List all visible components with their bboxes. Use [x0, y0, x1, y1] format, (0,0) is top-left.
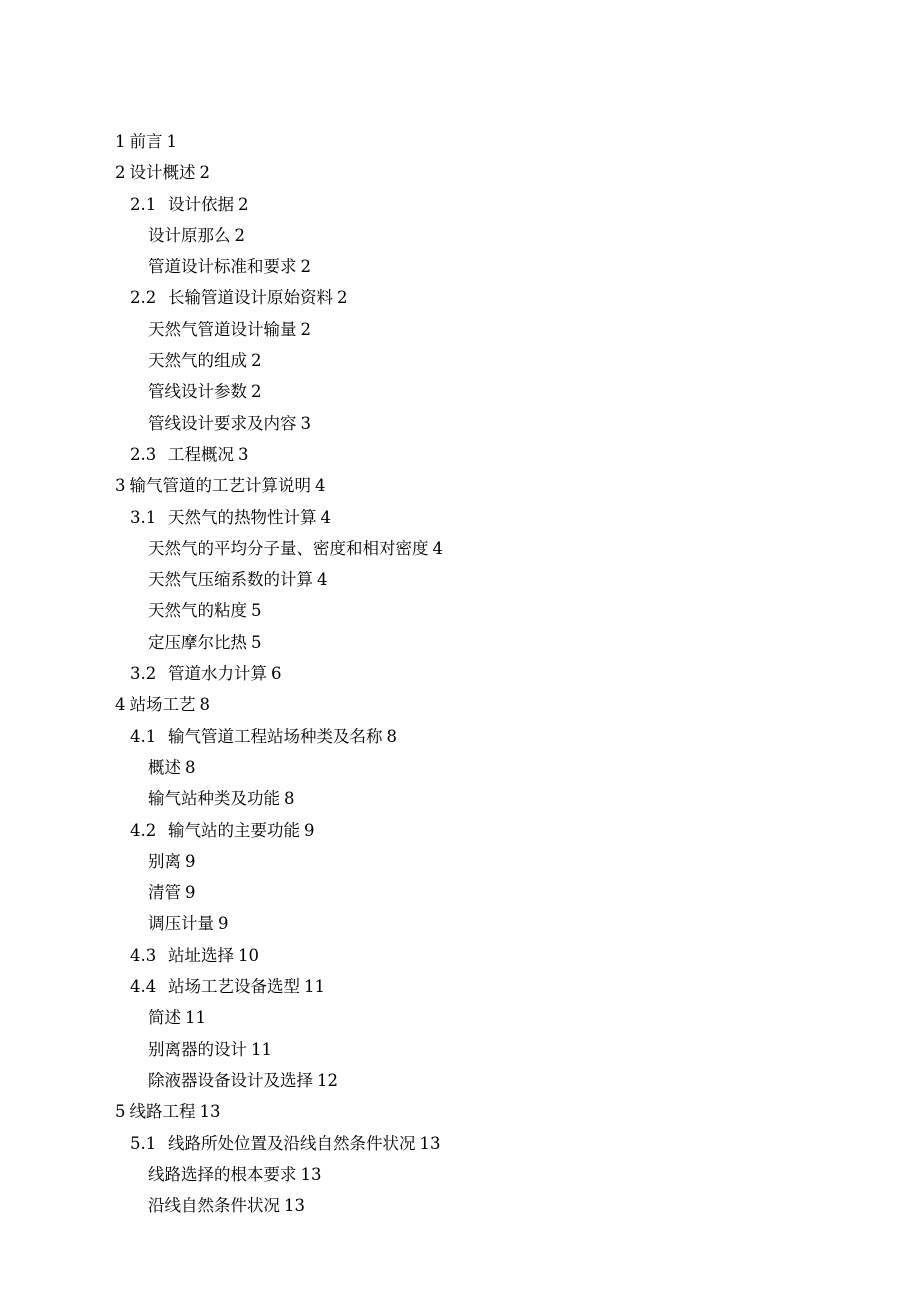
toc-entry-page-number: 3 — [238, 444, 249, 464]
toc-entry-page-number: 11 — [185, 1008, 206, 1028]
toc-entry-title: 输气管道工程站场种类及名称 — [168, 726, 383, 746]
toc-entry-page-number: 5 — [251, 601, 262, 621]
toc-entry-title: 调压计量 — [148, 914, 214, 934]
toc-entry-page-number: 13 — [199, 1102, 221, 1122]
toc-entry-page-number: 10 — [238, 945, 259, 965]
toc-entry-title: 设计概述 — [129, 163, 196, 183]
toc-entry — [115, 693, 443, 724]
toc-entry-number: 2.2 — [130, 288, 157, 308]
toc-entry-page-number: 3 — [300, 413, 311, 433]
toc-entry-title: 长输管道设计原始资料 — [168, 288, 333, 308]
toc-entry-page-number: 1 — [166, 132, 177, 151]
toc-entry-page-number: 9 — [218, 914, 229, 934]
toc-entry-number: 2 — [115, 163, 126, 183]
toc-entry-title: 简述 — [148, 1008, 181, 1028]
toc-entry-title: 管道设计标准和要求 — [148, 257, 297, 277]
toc-entry-page-number: 8 — [185, 757, 196, 777]
toc-entry-page-number: 11 — [251, 1039, 272, 1059]
toc-entry — [115, 819, 443, 850]
toc-entry-page-number: 8 — [199, 695, 210, 715]
toc-entry-title: 输气站的主要功能 — [168, 820, 300, 840]
toc-entry-page-number: 6 — [271, 664, 282, 684]
toc-entry — [115, 318, 443, 349]
toc-entry-title: 工程概况 — [168, 444, 234, 464]
toc-entry-number: 3.2 — [130, 664, 157, 684]
toc-entry-title: 天然气的平均分子量、密度和相对密度 — [148, 538, 429, 558]
toc-entry-page-number: 2 — [234, 225, 245, 245]
toc-entry-title: 天然气的热物性计算 — [168, 507, 317, 527]
toc-entry-page-number: 9 — [185, 851, 196, 871]
toc-entry-page-number: 2 — [251, 351, 262, 371]
toc-entry-title: 管线设计要求及内容 — [148, 413, 297, 433]
toc-entry-title: 别离器的设计 — [148, 1039, 247, 1059]
toc-entry-number: 4.3 — [130, 945, 157, 965]
toc-entry-title: 天然气的组成 — [148, 351, 247, 371]
toc-entry-page-number: 2 — [337, 288, 348, 308]
toc-entry-number: 2.1 — [130, 194, 157, 214]
toc-entry-title: 天然气管道设计输量 — [148, 319, 297, 339]
toc-entry — [115, 537, 443, 568]
toc-entry-title: 输气站种类及功能 — [148, 789, 280, 809]
toc-entry — [115, 443, 443, 474]
toc-entry-title: 站场工艺 — [129, 695, 196, 715]
toc-entry-title: 线路选择的根本要求 — [148, 1164, 297, 1184]
toc-entry — [115, 662, 443, 693]
toc-entry — [115, 286, 443, 317]
toc-entry-page-number: 4 — [317, 570, 328, 590]
toc-entry-page-number: 12 — [317, 1070, 338, 1090]
toc-entry — [115, 380, 443, 411]
toc-entry-page-number: 5 — [251, 632, 262, 652]
toc-entry-title: 别离 — [148, 851, 181, 871]
table-of-contents — [115, 130, 443, 1225]
toc-entry — [115, 474, 443, 505]
toc-entry-page-number: 2 — [300, 319, 311, 339]
toc-entry-title: 沿线自然条件状况 — [148, 1196, 280, 1216]
toc-entry-page-number: 4 — [320, 507, 331, 527]
toc-entry-number: 5.1 — [130, 1133, 157, 1153]
toc-entry-title: 天然气压缩系数的计算 — [148, 570, 313, 590]
toc-entry — [115, 725, 443, 756]
toc-entry-page-number: 13 — [284, 1196, 305, 1216]
toc-entry — [115, 787, 443, 818]
toc-entry — [115, 944, 443, 975]
toc-entry-title: 管道水力计算 — [168, 664, 267, 684]
toc-entry — [115, 1100, 443, 1131]
toc-entry — [115, 412, 443, 443]
toc-entry — [115, 1038, 443, 1069]
toc-entry-title: 前言 — [129, 132, 163, 151]
toc-entry-page-number: 11 — [304, 977, 325, 997]
toc-entry-title: 管线设计参数 — [148, 382, 247, 402]
toc-entry — [115, 224, 443, 255]
toc-entry-page-number: 9 — [185, 883, 196, 903]
toc-entry-page-number: 4 — [432, 538, 443, 558]
toc-entry — [115, 506, 443, 537]
toc-entry-number: 2.3 — [130, 444, 157, 464]
toc-entry — [115, 599, 443, 630]
toc-entry-title: 天然气的粘度 — [148, 601, 247, 621]
toc-entry-page-number: 9 — [304, 820, 315, 840]
toc-entry-number: 4.1 — [130, 726, 157, 746]
toc-entry-number: 3 — [115, 476, 126, 496]
toc-entry — [115, 1069, 443, 1100]
toc-entry — [115, 1006, 443, 1037]
toc-entry-title: 定压摩尔比热 — [148, 632, 247, 652]
toc-entry-title: 站场工艺设备选型 — [168, 977, 300, 997]
toc-entry — [115, 850, 443, 881]
toc-entry-number: 4.4 — [130, 977, 157, 997]
toc-entry — [115, 912, 443, 943]
toc-entry-title: 除液器设备设计及选择 — [148, 1070, 313, 1090]
toc-entry-page-number: 2 — [300, 257, 311, 277]
toc-entry — [115, 1163, 443, 1194]
toc-entry-number: 5 — [115, 1102, 126, 1122]
toc-entry — [115, 1132, 443, 1163]
toc-entry — [115, 975, 443, 1006]
toc-entry — [115, 255, 443, 286]
toc-entry — [115, 349, 443, 380]
toc-entry — [115, 130, 443, 161]
toc-entry-page-number: 2 — [238, 194, 249, 214]
toc-entry — [115, 193, 443, 224]
toc-entry-page-number: 8 — [386, 726, 397, 746]
toc-entry-page-number: 2 — [199, 163, 210, 183]
toc-entry-number: 4.2 — [130, 820, 157, 840]
toc-entry-title: 设计原那么 — [148, 225, 231, 245]
toc-entry-page-number: 4 — [315, 476, 326, 496]
toc-entry-title: 清管 — [148, 883, 181, 903]
toc-entry-title: 线路工程 — [129, 1102, 196, 1122]
toc-entry — [115, 756, 443, 787]
toc-entry-title: 设计依据 — [168, 194, 234, 214]
toc-entry-page-number: 13 — [419, 1133, 441, 1153]
toc-entry-number: 3.1 — [130, 507, 157, 527]
toc-entry — [115, 631, 443, 662]
toc-entry-title: 概述 — [148, 757, 181, 777]
toc-entry-number: 1 — [115, 132, 126, 151]
toc-entry-page-number: 13 — [300, 1164, 322, 1184]
toc-entry-number: 4 — [115, 695, 126, 715]
toc-entry-page-number: 2 — [251, 382, 262, 402]
toc-entry — [115, 161, 443, 192]
toc-entry — [115, 568, 443, 599]
toc-entry-title: 站址选择 — [168, 945, 234, 965]
toc-entry-title: 输气管道的工艺计算说明 — [129, 476, 311, 496]
toc-entry-page-number: 8 — [284, 789, 295, 809]
toc-entry — [115, 1194, 443, 1225]
toc-entry-title: 线路所处位置及沿线自然条件状况 — [168, 1133, 416, 1153]
toc-entry — [115, 881, 443, 912]
